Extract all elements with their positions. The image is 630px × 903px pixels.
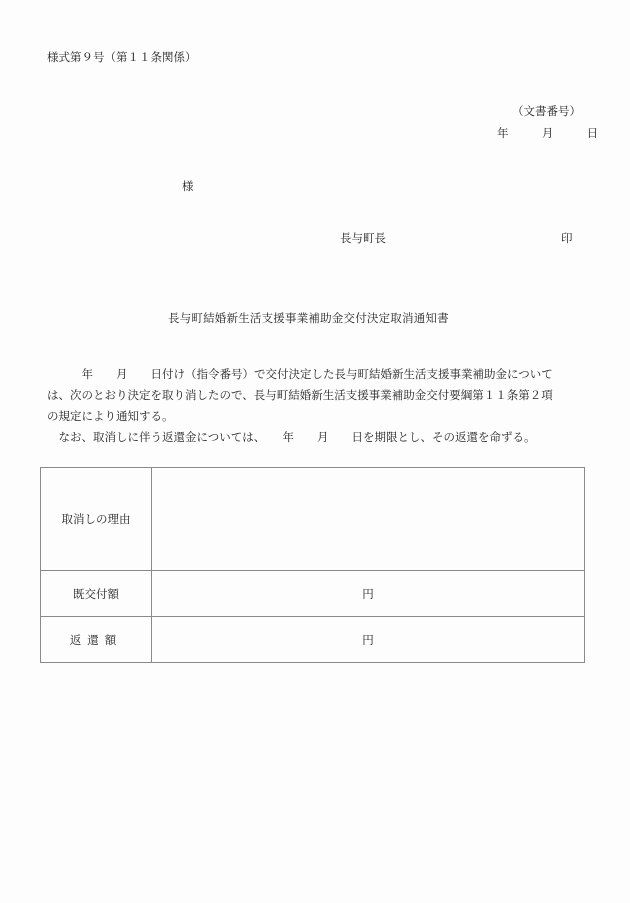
issuer-name: 長与町長 [340, 231, 386, 245]
body-line-1: 年 月 日付け（指令番号）で交付決定した長与町結婚新生活支援事業補助金について [47, 367, 553, 381]
reason-label: 取消しの理由 [41, 468, 152, 571]
cancellation-details-table [40, 467, 585, 663]
date-month: 月 [541, 126, 554, 140]
table-row-paid-amount [41, 571, 585, 617]
body-line-3: の規定により通知する。 [47, 409, 174, 423]
date-day: 日 [586, 126, 599, 140]
table-row-reason [41, 468, 585, 571]
paid-amount-label: 既交付額 [41, 571, 152, 617]
refund-amount-label: 返還額 [41, 617, 152, 663]
seal-mark: 印 [561, 231, 573, 245]
date-year: 年 [497, 126, 509, 140]
body-line-2: は、次のとおり決定を取り消したので、長与町結婚新生活支援事業補助金交付要綱第１１条第２項 [47, 388, 553, 402]
paid-amount-value: 円 [152, 571, 585, 617]
reason-value [152, 468, 585, 571]
body-paragraph-2: なお、取消しに伴う返還金については、 年 月 日を期限とし、その返還を命ずる。 [47, 430, 536, 444]
form-number: 様式第９号（第１１条関係） [47, 50, 197, 64]
table-row-refund-amount [41, 617, 585, 663]
refund-amount-value: 円 [152, 617, 585, 663]
document-number: （文書番号） [512, 104, 581, 118]
document-title: 長与町結婚新生活支援事業補助金交付決定取消通知書 [168, 311, 449, 325]
addressee-suffix: 様 [182, 179, 194, 193]
issue-date [497, 128, 598, 140]
notice-body [47, 364, 587, 448]
